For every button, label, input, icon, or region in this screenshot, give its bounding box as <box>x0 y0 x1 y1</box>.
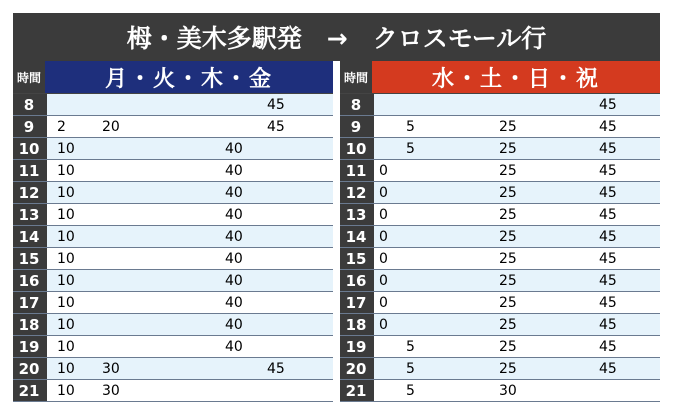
departure-minute: 10 <box>57 207 75 223</box>
departure-minute: 0 <box>379 185 388 201</box>
page-title: 栂・美木多駅発 → クロスモール行 <box>13 13 660 61</box>
hour-cell: 13 <box>13 204 47 225</box>
departure-minute: 0 <box>379 229 388 245</box>
hour-cell: 8 <box>13 94 47 115</box>
hour-cell: 9 <box>13 116 47 137</box>
departure-minute: 10 <box>57 317 75 333</box>
minutes-cell <box>374 116 660 137</box>
departure-minute: 25 <box>499 141 517 157</box>
timetable-row <box>13 204 333 226</box>
hour-cell: 12 <box>13 182 47 203</box>
departure-minute: 30 <box>102 383 120 399</box>
minutes-cell <box>374 292 660 313</box>
minutes-cell <box>374 380 660 401</box>
departure-minute: 5 <box>406 361 415 377</box>
departure-minute: 10 <box>57 273 75 289</box>
hour-cell: 18 <box>340 314 374 335</box>
departure-minute: 25 <box>499 119 517 135</box>
minutes-cell <box>47 358 333 379</box>
hour-cell: 15 <box>13 248 47 269</box>
departure-minute: 25 <box>499 185 517 201</box>
hour-cell: 19 <box>13 336 47 357</box>
departure-minute: 45 <box>599 119 617 135</box>
minutes-cell <box>374 336 660 357</box>
departure-minute: 10 <box>57 295 75 311</box>
weekday-timetable <box>13 61 333 402</box>
departure-minute: 5 <box>406 339 415 355</box>
timetable-row <box>340 116 660 138</box>
departure-minute: 0 <box>379 273 388 289</box>
minutes-cell <box>47 292 333 313</box>
timetable-row <box>13 314 333 336</box>
holiday-days-label: 水・土・日・祝 <box>372 61 660 93</box>
minutes-cell <box>374 314 660 335</box>
timetable-row <box>340 358 660 380</box>
departure-minute: 45 <box>599 295 617 311</box>
timetable-row <box>340 94 660 116</box>
timetable-row <box>340 314 660 336</box>
departure-minute: 45 <box>267 97 285 113</box>
hour-column-header: 時間 <box>13 61 45 93</box>
minutes-cell <box>47 270 333 291</box>
departure-minute: 45 <box>599 185 617 201</box>
departure-minute: 45 <box>599 339 617 355</box>
timetable-row <box>340 292 660 314</box>
minutes-cell <box>374 204 660 225</box>
departure-minute: 0 <box>379 163 388 179</box>
departure-minute: 45 <box>267 361 285 377</box>
departure-minute: 40 <box>225 339 243 355</box>
holiday-timetable <box>340 61 660 402</box>
departure-minute: 10 <box>57 383 75 399</box>
timetable-row <box>13 336 333 358</box>
timetable-row <box>13 160 333 182</box>
departure-minute: 0 <box>379 317 388 333</box>
timetable-row <box>340 160 660 182</box>
departure-minute: 5 <box>406 141 415 157</box>
departure-minute: 40 <box>225 207 243 223</box>
minutes-cell <box>47 314 333 335</box>
departure-minute: 25 <box>499 339 517 355</box>
minutes-cell <box>374 160 660 181</box>
departure-minute: 10 <box>57 361 75 377</box>
minutes-cell <box>47 138 333 159</box>
departure-minute: 45 <box>599 317 617 333</box>
departure-minute: 40 <box>225 229 243 245</box>
departure-minute: 10 <box>57 339 75 355</box>
departure-minute: 40 <box>225 317 243 333</box>
minutes-cell <box>374 138 660 159</box>
departure-minute: 45 <box>599 207 617 223</box>
hour-cell: 20 <box>13 358 47 379</box>
timetable-row <box>13 248 333 270</box>
departure-minute: 30 <box>499 383 517 399</box>
timetable-row <box>13 138 333 160</box>
departure-minute: 40 <box>225 295 243 311</box>
timetable-row <box>13 292 333 314</box>
hour-cell: 13 <box>340 204 374 225</box>
hour-cell: 18 <box>13 314 47 335</box>
departure-minute: 40 <box>225 273 243 289</box>
timetable-row <box>13 226 333 248</box>
hour-cell: 16 <box>13 270 47 291</box>
departure-minute: 25 <box>499 229 517 245</box>
minutes-cell <box>374 358 660 379</box>
timetable-row <box>13 380 333 402</box>
hour-cell: 8 <box>340 94 374 115</box>
departure-minute: 45 <box>599 163 617 179</box>
minutes-cell <box>47 380 333 401</box>
departure-minute: 0 <box>379 251 388 267</box>
minutes-cell <box>47 226 333 247</box>
minutes-cell <box>47 248 333 269</box>
timetable-row <box>340 138 660 160</box>
departure-minute: 40 <box>225 251 243 267</box>
departure-minute: 25 <box>499 251 517 267</box>
departure-minute: 0 <box>379 295 388 311</box>
minutes-cell <box>374 182 660 203</box>
hour-cell: 12 <box>340 182 374 203</box>
timetable-row <box>340 380 660 402</box>
departure-minute: 40 <box>225 185 243 201</box>
minutes-cell <box>47 204 333 225</box>
departure-minute: 25 <box>499 207 517 223</box>
minutes-cell <box>47 160 333 181</box>
hour-cell: 11 <box>13 160 47 181</box>
hour-cell: 10 <box>13 138 47 159</box>
hour-cell: 16 <box>340 270 374 291</box>
hour-cell: 20 <box>340 358 374 379</box>
departure-minute: 45 <box>599 273 617 289</box>
hour-cell: 17 <box>340 292 374 313</box>
minutes-cell <box>47 182 333 203</box>
hour-cell: 17 <box>13 292 47 313</box>
timetable-row <box>340 226 660 248</box>
departure-minute: 30 <box>102 361 120 377</box>
minutes-cell <box>374 270 660 291</box>
minutes-cell <box>47 336 333 357</box>
timetable-row <box>340 270 660 292</box>
departure-minute: 40 <box>225 141 243 157</box>
departure-minute: 10 <box>57 251 75 267</box>
departure-minute: 45 <box>599 141 617 157</box>
hour-column-header: 時間 <box>340 61 372 93</box>
departure-minute: 40 <box>225 163 243 179</box>
timetable-row <box>13 270 333 292</box>
departure-minute: 5 <box>406 383 415 399</box>
holiday-rows <box>340 94 660 402</box>
hour-cell: 10 <box>340 138 374 159</box>
departure-minute: 10 <box>57 163 75 179</box>
hour-cell: 19 <box>340 336 374 357</box>
minutes-cell <box>47 116 333 137</box>
weekday-rows <box>13 94 333 402</box>
departure-minute: 45 <box>599 229 617 245</box>
hour-cell: 15 <box>340 248 374 269</box>
departure-minute: 25 <box>499 361 517 377</box>
timetable-row <box>13 94 333 116</box>
hour-cell: 14 <box>340 226 374 247</box>
departure-minute: 10 <box>57 141 75 157</box>
minutes-cell <box>47 94 333 115</box>
departure-minute: 45 <box>267 119 285 135</box>
departure-minute: 25 <box>499 317 517 333</box>
timetable-row <box>13 116 333 138</box>
minutes-cell <box>374 94 660 115</box>
departure-minute: 25 <box>499 163 517 179</box>
holiday-header <box>340 61 660 94</box>
weekday-days-label: 月・火・木・金 <box>45 61 333 93</box>
weekday-header <box>13 61 333 94</box>
departure-minute: 20 <box>102 119 120 135</box>
hour-cell: 21 <box>13 380 47 401</box>
timetable-row <box>13 358 333 380</box>
hour-cell: 14 <box>13 226 47 247</box>
departure-minute: 45 <box>599 361 617 377</box>
timetable-row <box>340 248 660 270</box>
minutes-cell <box>374 248 660 269</box>
timetable-row <box>13 182 333 204</box>
hour-cell: 11 <box>340 160 374 181</box>
departure-minute: 0 <box>379 207 388 223</box>
departure-minute: 2 <box>57 119 66 135</box>
timetable-row <box>340 204 660 226</box>
departure-minute: 25 <box>499 295 517 311</box>
departure-minute: 45 <box>599 97 617 113</box>
hour-cell: 21 <box>340 380 374 401</box>
hour-cell: 9 <box>340 116 374 137</box>
departure-minute: 10 <box>57 229 75 245</box>
minutes-cell <box>374 226 660 247</box>
departure-minute: 10 <box>57 185 75 201</box>
departure-minute: 25 <box>499 273 517 289</box>
timetable-row <box>340 336 660 358</box>
departure-minute: 45 <box>599 251 617 267</box>
timetable-row <box>340 182 660 204</box>
departure-minute: 5 <box>406 119 415 135</box>
